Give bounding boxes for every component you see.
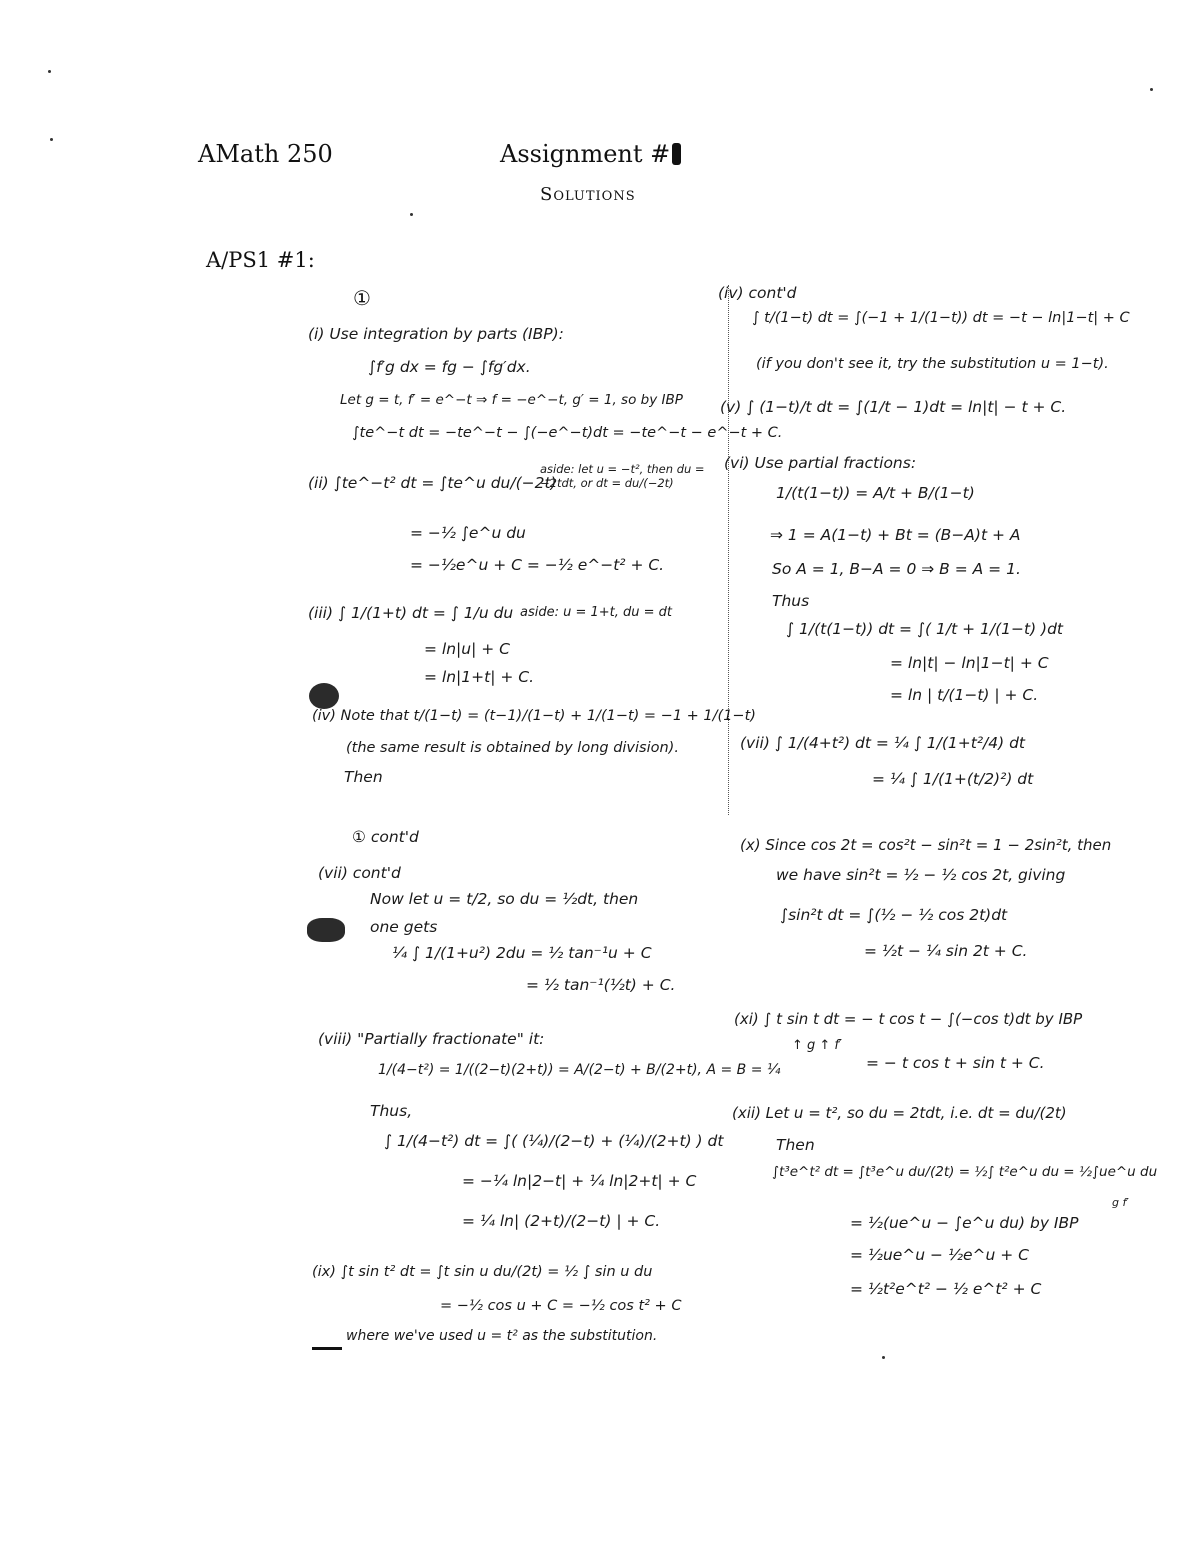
course-title: AMath 250 — [198, 140, 333, 168]
part-ix-line2: = −½ cos u + C = −½ cos t² + C — [440, 1298, 682, 1314]
q1-continued: ① cont'd — [352, 828, 419, 846]
part-vii-right-line2: = ¼ ∫ 1/(1+(t/2)²) dt — [872, 770, 1034, 788]
part-vi-line3: ⇒ 1 = A(1−t) + Bt = (B−A)t + A — [770, 526, 1021, 544]
part-xii-line6: = ½t²e^t² − ½ e^t² + C — [850, 1280, 1042, 1298]
part-viii-line4: ∫ 1/(4−t²) dt = ∫( (¼)/(2−t) + (¼)/(2+t) ) dt — [384, 1132, 724, 1150]
part-vi-line1: (vi) Use partial fractions: — [724, 454, 917, 472]
part-ix-line1: (ix) ∫t sin t² dt = ∫t sin u du/(2t) = ½ ∫ sin u du — [312, 1264, 653, 1280]
assignment-label: Assignment # — [500, 140, 671, 168]
part-i-line2: ∫f′g dx = fg − ∫fg′dx. — [368, 358, 531, 376]
part-xii-line5: = ½ue^u − ½e^u + C — [850, 1246, 1029, 1264]
part-iv-right-line2: (if you don't see it, try the substitution u = 1−t). — [756, 356, 1109, 372]
part-ix-line3: where we've used u = t² as the substitution. — [346, 1328, 658, 1344]
part-viii-line6: = ¼ ln| (2+t)/(2−t) | + C. — [462, 1212, 661, 1230]
part-x-line1: (x) Since cos 2t = cos²t − sin²t = 1 − 2sin²t, then — [740, 836, 1112, 854]
scan-speck — [882, 1356, 885, 1359]
part-viii-line3: Thus, — [370, 1102, 413, 1120]
part-xii-line3-labels: g f′ — [1112, 1196, 1129, 1209]
part-vi-line5: Thus — [772, 592, 810, 610]
part-iii-line3: = ln|1+t| + C. — [424, 668, 535, 686]
part-xii-line3: ∫t³e^t² dt = ∫t³e^u du/(2t) = ½∫ t²e^u du = ½∫ue^u du — [772, 1164, 1158, 1180]
part-viii-line1: (viii) "Partially fractionate" it: — [318, 1030, 545, 1048]
part-i-line4: ∫te^−t dt = −te^−t − ∫(−e^−t)dt = −te^−t − e^−t + C. — [352, 425, 783, 441]
part-iv-line2: (the same result is obtained by long division). — [346, 740, 679, 756]
part-iv-line3: Then — [344, 768, 383, 786]
part-vii-right-line1: (vii) ∫ 1/(4+t²) dt = ¼ ∫ 1/(1+t²/4) dt — [740, 734, 1026, 752]
part-vii-left-line1: Now let u = t/2, so du = ½dt, then — [370, 890, 639, 908]
part-i-line3: Let g = t, f′ = e^−t ⇒ f = −e^−t, g′ = 1, so by IBP — [340, 392, 683, 408]
problem-set-label: A/PS1 #1: — [206, 248, 315, 272]
part-xii-line1: (xii) Let u = t², so du = 2tdt, i.e. dt = du/(2t) — [732, 1104, 1067, 1122]
part-x-line4: = ½t − ¼ sin 2t + C. — [864, 942, 1028, 960]
part-vii-left-line4: = ½ tan⁻¹(½t) + C. — [526, 976, 676, 994]
part-vi-line6: ∫ 1/(t(1−t)) dt = ∫( 1/t + 1/(1−t) )dt — [786, 620, 1064, 638]
part-ii-aside: aside: let u = −t², then du = −2tdt, or dt = du/(−2t) — [540, 462, 705, 490]
part-xi-line3: = − t cos t + sin t + C. — [866, 1054, 1045, 1072]
part-vi-line4: So A = 1, B−A = 0 ⇒ B = A = 1. — [772, 560, 1021, 578]
part-vii-left-line3: ¼ ∫ 1/(1+u²) 2du = ½ tan⁻¹u + C — [392, 944, 652, 962]
redaction-blob-2 — [307, 918, 345, 942]
solutions-heading: Solutions — [540, 184, 636, 205]
column-divider — [728, 285, 729, 815]
part-iii-line1: (iii) ∫ 1/(1+t) dt = ∫ 1/u du — [308, 604, 514, 622]
part-x-line3: ∫sin²t dt = ∫(½ − ½ cos 2t)dt — [780, 906, 1008, 924]
scan-speck — [50, 138, 53, 141]
part-iii-line2: = ln|u| + C — [424, 640, 510, 658]
part-xii-line4: = ½(ue^u − ∫e^u du) by IBP — [850, 1214, 1079, 1232]
part-iv-line1: (iv) Note that t/(1−t) = (t−1)/(1−t) + 1/(1−t) = −1 + 1/(1−t) — [312, 708, 756, 724]
part-iv-right-line1: ∫ t/(1−t) dt = ∫(−1 + 1/(1−t)) dt = −t − ln|1−t| + C — [752, 310, 1130, 326]
part-ii-line3: = −½e^u + C = −½ e^−t² + C. — [410, 556, 665, 574]
part-xi-line1: (xi) ∫ t sin t dt = − t cos t − ∫(−cos t)dt by IBP — [734, 1010, 1083, 1028]
part-vi-line2: 1/(t(1−t)) = A/t + B/(1−t) — [776, 484, 975, 502]
part-ii-line2: = −½ ∫e^u du — [410, 524, 526, 542]
redaction-blob-1 — [309, 683, 339, 709]
part-viii-line2: 1/(4−t²) = 1/((2−t)(2+t)) = A/(2−t) + B/(2+t), A = B = ¼ — [378, 1062, 781, 1078]
part-ii-line1: (ii) ∫te^−t² dt = ∫te^u du/(−2t) — [308, 474, 557, 492]
scan-speck — [48, 70, 51, 73]
part-vii-contd: (vii) cont'd — [318, 864, 401, 882]
scan-speck — [1150, 88, 1153, 91]
part-i-line1: (i) Use integration by parts (IBP): — [308, 325, 564, 343]
part-iii-aside: aside: u = 1+t, du = dt — [520, 605, 673, 620]
part-x-line2: we have sin²t = ½ − ½ cos 2t, giving — [776, 866, 1066, 884]
part-viii-line5: = −¼ ln|2−t| + ¼ ln|2+t| + C — [462, 1172, 697, 1190]
part-vii-left-line2: one gets — [370, 918, 438, 936]
assignment-title — [500, 140, 681, 168]
part-iv-contd: (iv) cont'd — [718, 284, 797, 302]
part-xi-line2: ↑ g ↑ f′ — [792, 1038, 842, 1053]
redaction-mark — [672, 143, 681, 165]
separator-dash — [312, 1347, 342, 1350]
part-xii-line2: Then — [776, 1136, 815, 1154]
scan-speck — [410, 213, 413, 216]
q1-number: ① — [353, 286, 371, 310]
part-vi-line7: = ln|t| − ln|1−t| + C — [890, 654, 1049, 672]
part-vi-line8: = ln | t/(1−t) | + C. — [890, 686, 1039, 704]
part-v-line1: (v) ∫ (1−t)/t dt = ∫(1/t − 1)dt = ln|t| − t + C. — [720, 398, 1067, 416]
